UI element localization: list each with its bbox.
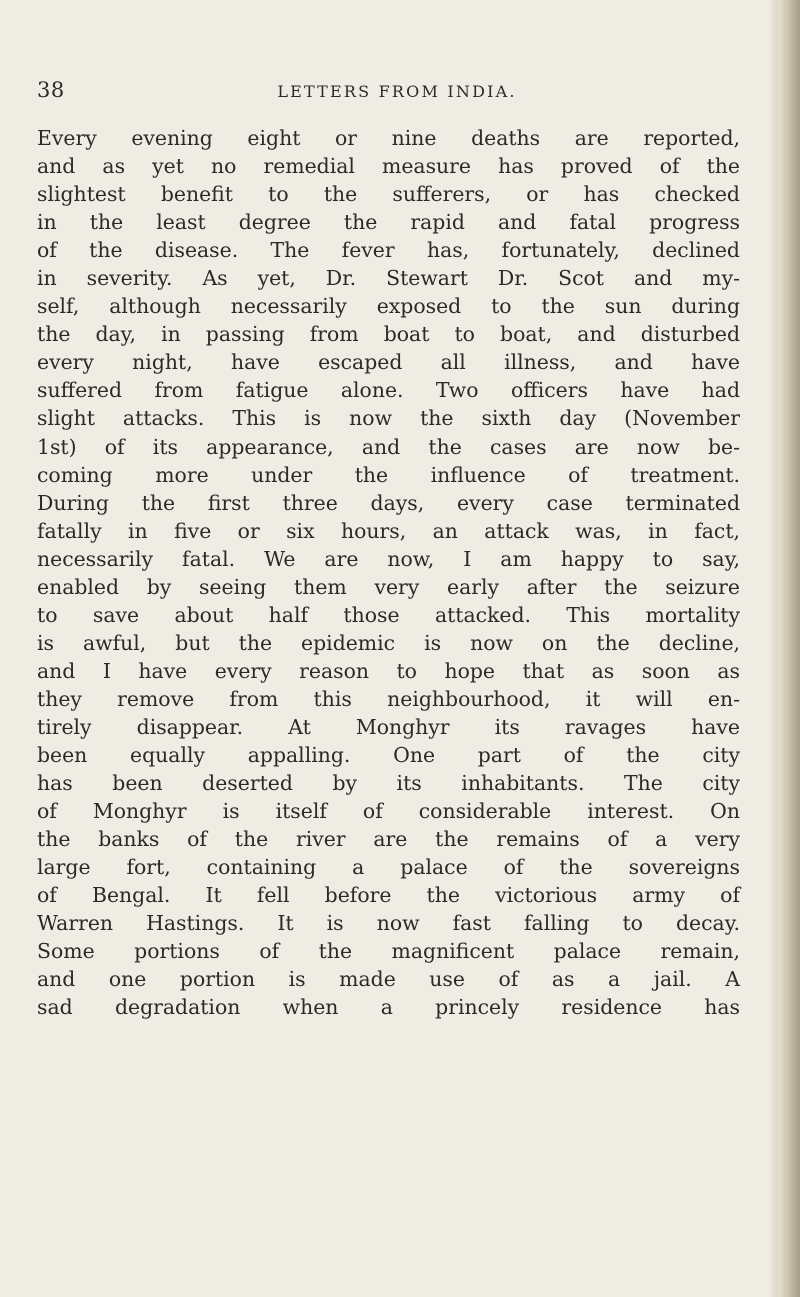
page-edge-shadow [768,0,778,1297]
text-line: Warren Hastings. It is now fast falling to decay. [37,911,740,936]
text-line: tirely disappear. At Monghyr its ravages have [37,714,740,739]
text-line: necessarily fatal. We are now, I am happy to say, [37,546,740,571]
text-line: and as yet no remedial measure has proved of the [37,154,740,179]
text-line: the day, in passing from boat to boat, and disturbed [37,322,740,347]
text-line: slightest benefit to the sufferers, or has checked [37,182,740,207]
text-line: and I have every reason to hope that as soon as [37,658,740,683]
text-line: Every evening eight or nine deaths are reported, [37,126,740,150]
text-line: to save about half those attacked. This mortality [37,602,740,627]
text-line: has been deserted by its inhabitants. The city [37,771,740,796]
text-line: suffered from fatigue alone. Two officers have had [37,378,740,403]
text-line: they remove from this neighbourhood, it will en- [37,686,740,711]
text-line: During the first three days, every case terminated [37,490,740,515]
text-line: 1st) of its appearance, and the cases are now be- [37,434,740,459]
text-line: of Monghyr is itself of considerable interest. On [37,799,740,824]
text-line: been equally appalling. One part of the city [37,743,740,768]
text-line: and one portion is made use of as a jail. A [37,967,740,992]
text-line: in the least degree the rapid and fatal progress [37,210,740,235]
text-line: slight attacks. This is now the sixth day (November [37,406,740,431]
running-title: LETTERS FROM INDIA. [277,82,517,101]
text-line: self, although necessarily exposed to the sun during [37,294,740,319]
text-line: of Bengal. It fell before the victorious army of [37,883,740,908]
page-edge [778,0,800,1297]
text-line: every night, have escaped all illness, and have [37,350,740,375]
text-line: of the disease. The fever has, fortunately, declined [37,238,740,263]
body-text [37,124,740,1022]
text-line: fatally in five or six hours, an attack was, in fact, [37,518,740,543]
text-line: is awful, but the epidemic is now on the decline, [37,630,740,655]
page-number: 38 [37,78,65,102]
text-line: sad degradation when a princely residence has [37,995,740,1020]
page-header [37,78,737,108]
text-line: Some portions of the magnificent palace remain, [37,939,740,964]
text-line: enabled by seeing them very early after the seizure [37,574,740,599]
text-line: in severity. As yet, Dr. Stewart Dr. Scot and my- [37,266,740,291]
text-line: large fort, containing a palace of the sovereigns [37,855,740,880]
text-line: the banks of the river are the remains of a very [37,827,740,852]
text-line: coming more under the influence of treatment. [37,462,740,487]
